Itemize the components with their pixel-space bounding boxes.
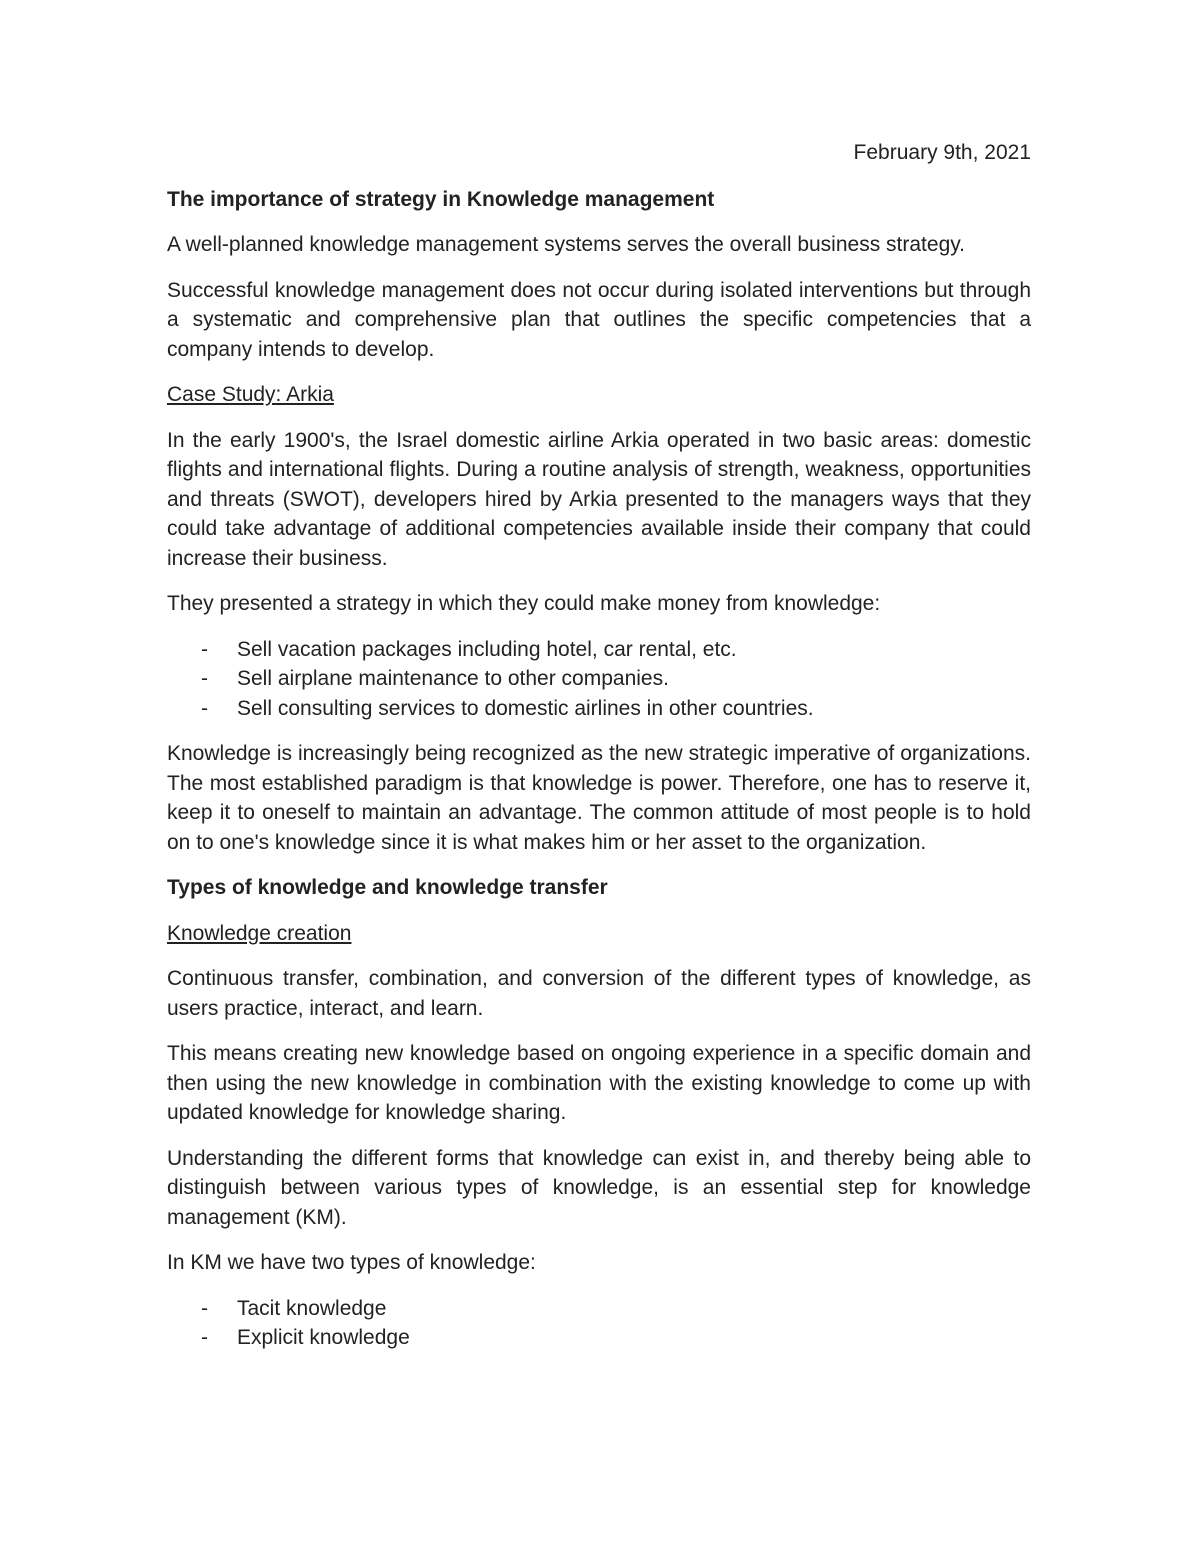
- list-item-text: Explicit knowledge: [237, 1326, 410, 1349]
- dash-bullet-icon: -: [201, 667, 208, 690]
- sub-heading-knowledge-creation: Knowledge creation: [167, 921, 352, 945]
- list-item: [167, 635, 1031, 665]
- list-item: [167, 664, 1031, 694]
- list-item-text: Sell vacation packages including hotel, car rental, etc.: [237, 637, 737, 661]
- list-item-text: Sell consulting services to domestic airlines in other countries.: [237, 696, 814, 720]
- sub-heading-case-study: Case Study: Arkia: [167, 383, 334, 406]
- list-item-text: Sell airplane maintenance to other companies.: [237, 667, 669, 690]
- list-item: [167, 1294, 1031, 1324]
- dash-bullet-icon: -: [201, 637, 208, 661]
- dash-bullet-icon: -: [201, 1326, 208, 1349]
- dash-bullet-icon: -: [201, 1296, 208, 1320]
- paragraph: This means creating new knowledge based on ongoing experience in a specific domain and then using the new knowledge in combination with the existing knowledge to come up with updated knowledge for knowledge sharing.: [167, 1042, 1031, 1124]
- paragraph: Knowledge is increasingly being recognized as the new strategic imperative of organizations. The most established paradigm is that knowledge is power. Therefore, one has to reserve it, keep it to oneself to maintain an advantage. The common attitude of most people is to hold on to one's knowledge since it is what makes him or her asset to the organization.: [167, 742, 1031, 854]
- paragraph: They presented a strategy in which they could make money from knowledge:: [167, 592, 881, 615]
- bullet-list-knowledge-types: [167, 1294, 1031, 1353]
- document-date: February 9th, 2021: [853, 141, 1031, 164]
- document-body: [167, 138, 1031, 1369]
- paragraph: A well-planned knowledge management systems serves the overall business strategy.: [167, 233, 966, 256]
- list-item: [167, 694, 1031, 724]
- paragraph: Successful knowledge management does not occur during isolated interventions but through a systematic and comprehensive plan that outlines the specific competencies that a company intends to develop.: [167, 278, 1031, 361]
- list-item-text: Tacit knowledge: [237, 1296, 387, 1320]
- section-heading-strategy: The importance of strategy in Knowledge management: [167, 187, 715, 211]
- paragraph: In the early 1900's, the Israel domestic airline Arkia operated in two basic areas: domestic flights and international flights. During a routine analysis of strength, weakness, opportunities and threats (SWOT), developers hired by Arkia presented to the managers ways that they could take advantage of additional competencies available inside their company that could increase their business.: [167, 428, 1031, 570]
- paragraph: Understanding the different forms that knowledge can exist in, and thereby being able to distinguish between various types of knowledge, is an essential step for knowledge management (KM).: [167, 1146, 1031, 1229]
- section-heading-types: Types of knowledge and knowledge transfer: [167, 876, 608, 899]
- dash-bullet-icon: -: [201, 696, 208, 720]
- paragraph: In KM we have two types of knowledge:: [167, 1251, 536, 1274]
- list-item: [167, 1323, 1031, 1353]
- bullet-list-strategies: [167, 635, 1031, 724]
- paragraph: Continuous transfer, combination, and conversion of the different types of knowledge, as users practice, interact, and learn.: [167, 967, 1031, 1020]
